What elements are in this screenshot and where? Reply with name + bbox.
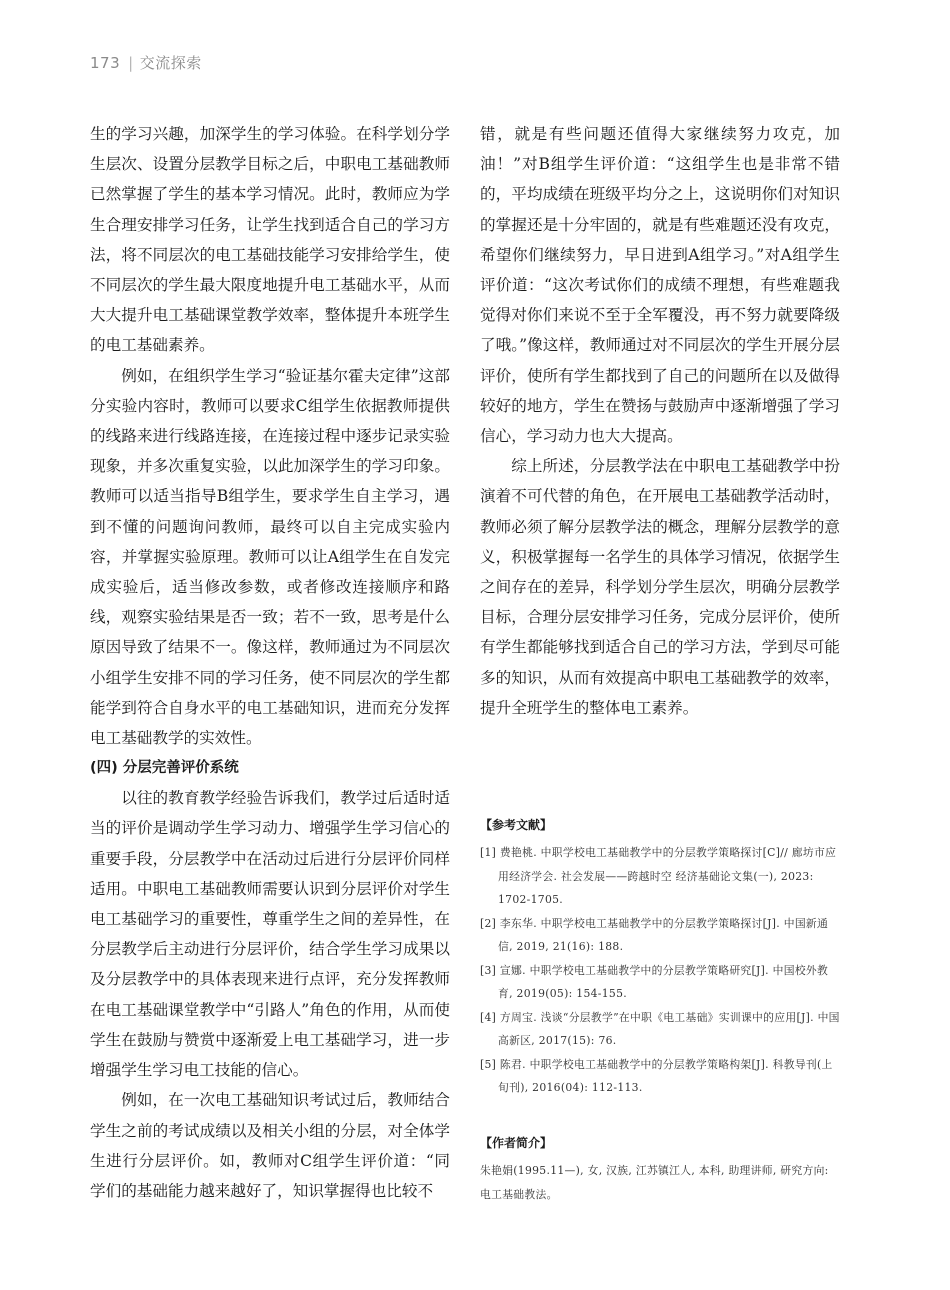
- reference-item: [2] 李东华. 中职学校电工基础教学中的分层教学策略探讨[J]. 中国新通信, 2019, 21(16): 188.: [480, 916, 829, 953]
- paragraph: 例如，在组织学生学习“验证基尔霍夫定律”这部分实验内容时，教师可以要求C组学生依据教师提供的线路来进行线路连接，在连接过程中逐步记录实验现象，并多次重复实验，以此加深学生的学习印象。教师可以适当指导B组学生，要求学生自主学习，遇到不懂的问题询问教师，最终可以自主完成实验内容，并掌握实验原理。教师可以让A组学生在自发完成实验后，适当修改参数，或者修改连接顺序和路线，观察实验结果是否一致；若不一致，思考是什么原因导致了结果不一。像这样，教师通过为不同层次小组学生安排不同的学习任务，使不同层次的学生都能学到符合自身水平的电工基础知识，进而充分发挥电工基础教学的实效性。: [90, 366, 450, 748]
- page-number: 173: [90, 54, 121, 72]
- paragraph: 例如，在一次电工基础知识考试过后，教师结合学生之前的考试成绩以及相关小组的分层，对全体学生进行分层评价。如，教师对C组学生评价道：“同学们的基础能力越来越好了，知识掌握得也比较不: [90, 1091, 450, 1200]
- reference-item: [3] 宣娜. 中职学校电工基础教学中的分层教学策略研究[J]. 中国校外教育, 2019(05): 154-155.: [480, 963, 829, 1000]
- paragraph: 综上所述，分层教学法在中职电工基础教学中扮演着不可代替的角色，在开展电工基础教学活动时，教师必须了解分层教学法的概念，理解分层教学的意义，积极掌握每一名学生的具体学习情况，依据学生之间存在的差异，科学划分学生层次，明确分层教学目标，合理分层安排学习任务，完成分层评价，使所有学生都能够找到适合自己的学习方法，学到尽可能多的知识，从而有效提高中职电工基础教学的效率，提升全班学生的整体电工素养。: [480, 457, 840, 717]
- references-section: [480, 816, 842, 1100]
- section-heading: (四) 分层完善评价系统: [90, 760, 239, 777]
- references-heading: 【参考文献】: [480, 818, 553, 832]
- paragraph: 错，就是有些问题还值得大家继续努力攻克，加油！”对B组学生评价道：“这组学生也是非常不错的，平均成绩在班级平均分之上，这说明你们对知识的掌握还是十分牢固的，就是有些难题还没有攻克，希望你们继续努力，早日进到A组学习。”对A组学生评价道：“这次考试你们的成绩不理想，有些难题我觉得对你们来说不至于全军覆没，再不努力就要降级了哦。”像这样，教师通过对不同层次的学生开展分层评价，使所有学生都找到了自己的问题所在以及做得较好的地方，学生在赞扬与鼓励声中逐渐增强了学习信心，学习动力也大大提高。: [480, 125, 840, 446]
- right-column: [480, 119, 840, 723]
- header-divider: |: [128, 54, 134, 72]
- left-column: [90, 119, 450, 1206]
- paragraph: 生的学习兴趣，加深学生的学习体验。在科学划分学生层次、设置分层教学目标之后，中职电工基础教师已然掌握了学生的基本学习情况。此时，教师应为学生合理安排学习任务，让学生找到适合自己的学习方法，将不同层次的电工基础技能学习安排给学生，使不同层次的学生最大限度地提升电工基础水平，从而大大提升电工基础课堂教学效率，整体提升本班学生的电工基础素养。: [90, 125, 450, 355]
- author-heading: 【作者简介】: [480, 1136, 553, 1150]
- page-header: [90, 52, 202, 73]
- author-section: [480, 1134, 842, 1206]
- section-name: 交流探索: [139, 54, 202, 72]
- reference-item: [4] 方周宝. 浅谈“分层教学”在中职《电工基础》实训课中的应用[J]. 中国高新区, 2017(15): 76.: [480, 1010, 840, 1047]
- paragraph: 以往的教育教学经验告诉我们，教学过后适时适当的评价是调动学生学习动力、增强学生学习信心的重要手段，分层教学中在活动过后进行分层评价同样适用。中职电工基础教师需要认识到分层评价对学生电工基础学习的重要性，尊重学生之间的差异性，在分层教学后主动进行分层评价，结合学生学习成果以及分层教学中的具体表现来进行点评，充分发挥教师在电工基础课堂教学中“引路人”角色的作用，从而使学生在鼓励与赞赏中逐渐爱上电工基础学习，进一步增强学生学习电工技能的信心。: [90, 789, 450, 1080]
- author-bio: 朱艳娟(1995.11—), 女, 汉族, 江苏镇江人, 本科, 助理讲师, 研究方向: 电工基础教法。: [480, 1164, 829, 1201]
- reference-item: [1] 费艳桃. 中职学校电工基础教学中的分层教学策略探讨[C]// 廊坊市应用经济学会. 社会发展——跨越时空 经济基础论文集(一), 2023: 1702-1705.: [480, 846, 837, 906]
- reference-item: [5] 陈君. 中职学校电工基础教学中的分层教学策略构架[J]. 科教导刊(上旬刊), 2016(04): 112-113.: [480, 1057, 833, 1094]
